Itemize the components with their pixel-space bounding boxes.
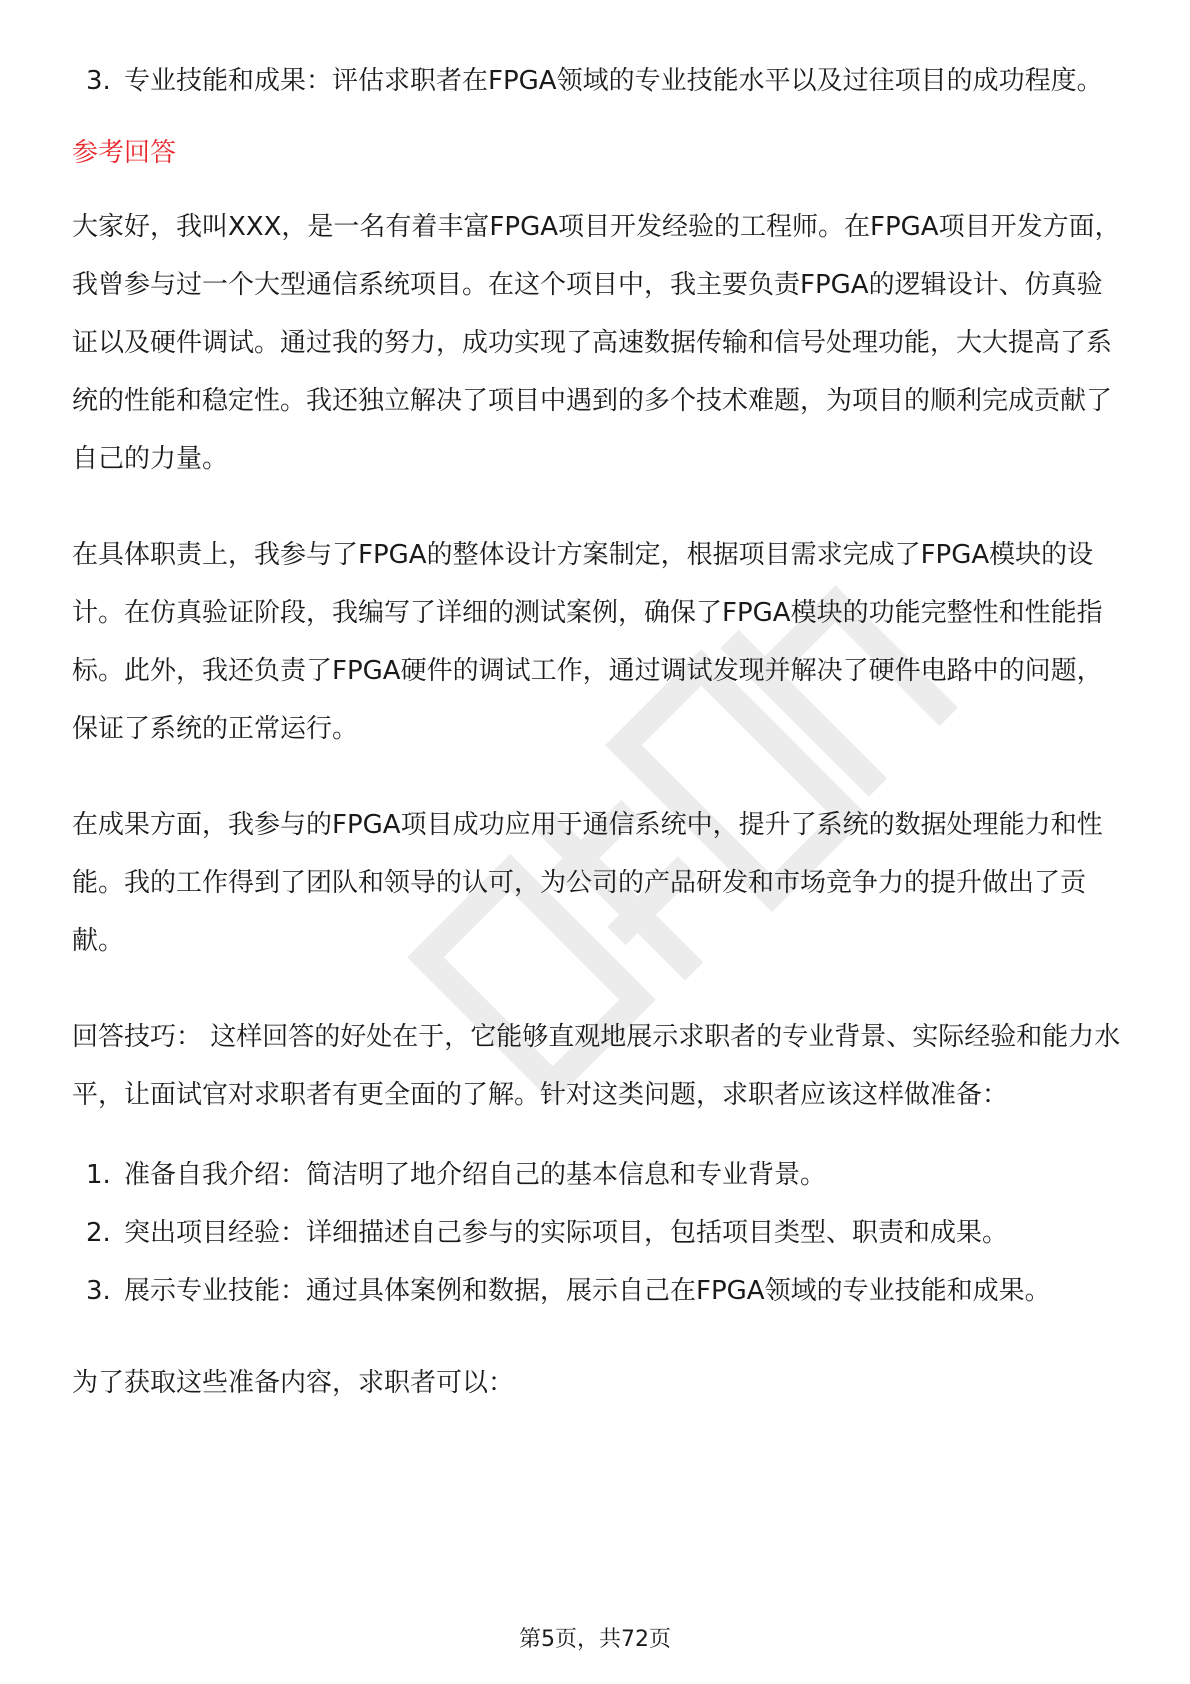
list-text: 准备自我介绍：简洁明了地介绍自己的基本信息和专业背景。 <box>124 1160 827 1190</box>
list-item <box>72 1262 1122 1320</box>
paragraph-intro: 大家好，我叫XXX，是一名有着丰富FPGA项目开发经验的工程师。在FPGA项目开发方面，我曾参与过一个大型通信系统项目。在这个项目中，我主要负责FPGA的逻辑设计、仿真验证以及硬件调试。通过我的努力，成功实现了高速数据传输和信号处理功能，大大提高了系统的性能和稳定性。我还独立解决了项目中遇到的多个技术难题，为项目的顺利完成贡献了自己的力量。 <box>72 212 1121 474</box>
list-text: 展示专业技能：通过具体案例和数据，展示自己在FPGA领域的专业技能和成果。 <box>124 1276 1051 1306</box>
list-number: 3. <box>86 1276 111 1306</box>
content <box>72 52 1122 1450</box>
paragraph-achievements: 在成果方面，我参与的FPGA项目成功应用于通信系统中，提升了系统的数据处理能力和性能。我的工作得到了团队和领导的认可，为公司的产品研发和市场竞争力的提升做出了贡献。 <box>72 810 1103 956</box>
list-item <box>72 1146 1122 1204</box>
list-number: 3. <box>86 66 111 96</box>
tips-list <box>72 1146 1122 1320</box>
paragraph-responsibilities: 在具体职责上，我参与了FPGA的整体设计方案制定，根据项目需求完成了FPGA模块的设计。在仿真验证阶段，我编写了详细的测试案例，确保了FPGA模块的功能完整性和性能指标。此外，我还负责了FPGA硬件的调试工作，通过调试发现并解决了硬件电路中的问题，保证了系统的正常运行。 <box>72 540 1103 744</box>
paragraph-closing: 为了获取这些准备内容，求职者可以： <box>72 1368 515 1398</box>
intro-list <box>72 52 1122 110</box>
list-item <box>72 52 1122 110</box>
section-heading: 参考回答 <box>72 138 177 168</box>
list-number: 1. <box>86 1160 111 1190</box>
page-footer: 第5页，共72页 <box>519 1627 671 1652</box>
list-number: 2. <box>86 1218 111 1248</box>
list-text: 专业技能和成果：评估求职者在FPGA领域的专业技能水平以及过往项目的成功程度。 <box>124 66 1103 96</box>
list-item <box>72 1204 1122 1262</box>
list-text: 突出项目经验：详细描述自己参与的实际项目，包括项目类型、职责和成果。 <box>124 1218 1009 1248</box>
paragraph-tips: 回答技巧： 这样回答的好处在于，它能够直观地展示求职者的专业背景、实际经验和能力水平，让面试官对求职者有更全面的了解。针对这类问题，求职者应该这样做准备： <box>72 1022 1121 1110</box>
